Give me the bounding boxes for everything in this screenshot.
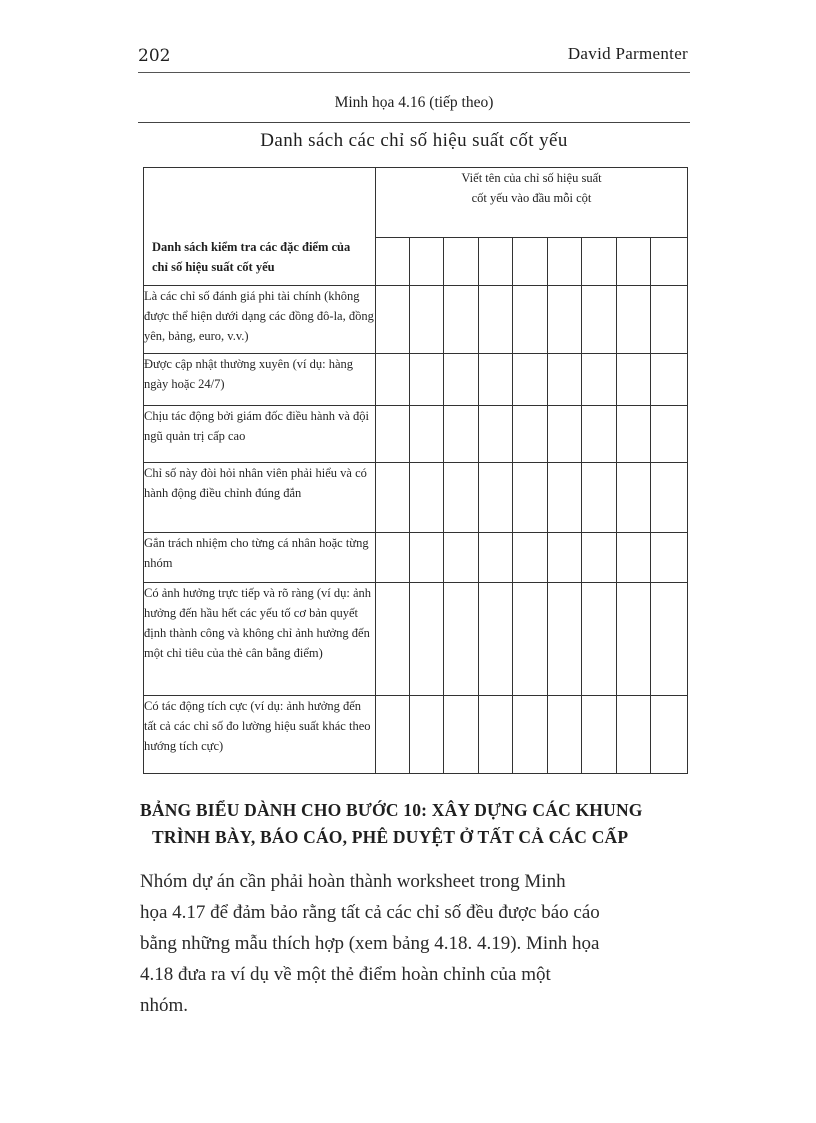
checkbox-cell[interactable] <box>479 354 513 406</box>
checkbox-cell[interactable] <box>479 463 513 533</box>
kpi-name-slot[interactable] <box>582 238 617 286</box>
header-rule <box>138 72 690 73</box>
checkbox-cell[interactable] <box>513 463 548 533</box>
kpi-name-slot[interactable] <box>376 238 410 286</box>
kpi-name-slot[interactable] <box>479 238 513 286</box>
checkbox-cell[interactable] <box>444 406 479 463</box>
criterion-cell: Là các chỉ số đánh giá phi tài chính (không được thể hiện dưới dạng các đồng đô-la, đồng yên, bảng, euro, v.v.) <box>144 286 376 354</box>
criterion-cell: Chỉ số này đòi hỏi nhân viên phải hiểu và có hành động điều chỉnh đúng đắn <box>144 463 376 533</box>
paragraph-line: 4.18 đưa ra ví dụ về một thẻ điểm hoàn chỉnh của một <box>140 964 551 985</box>
caption-rule <box>138 122 690 123</box>
checkbox-cell[interactable] <box>376 406 410 463</box>
table-row <box>144 406 688 463</box>
table-row <box>144 583 688 696</box>
checkbox-cell[interactable] <box>376 354 410 406</box>
checkbox-cell[interactable] <box>410 583 444 696</box>
section-heading-line-1: BẢNG BIỂU DÀNH CHO BƯỚC 10: XÂY DỰNG CÁC KHUNG <box>140 800 643 820</box>
checkbox-cell[interactable] <box>548 463 582 533</box>
criterion-cell: Gắn trách nhiệm cho từng cá nhân hoặc từng nhóm <box>144 533 376 583</box>
checkbox-cell[interactable] <box>513 286 548 354</box>
kpi-header-line-1: Viết tên của chỉ số hiệu suất <box>461 171 602 185</box>
paragraph-line: nhóm. <box>140 995 189 1016</box>
kpi-name-slot[interactable] <box>548 238 582 286</box>
checkbox-cell[interactable] <box>376 533 410 583</box>
checkbox-cell[interactable] <box>548 583 582 696</box>
checkbox-cell[interactable] <box>376 696 410 774</box>
checkbox-cell[interactable] <box>479 533 513 583</box>
checkbox-cell[interactable] <box>479 696 513 774</box>
section-heading <box>140 797 696 851</box>
checkbox-cell[interactable] <box>617 406 651 463</box>
checkbox-cell[interactable] <box>410 696 444 774</box>
checkbox-cell[interactable] <box>617 696 651 774</box>
checkbox-cell[interactable] <box>479 286 513 354</box>
table-header-kpi-names <box>376 168 688 238</box>
checkbox-cell[interactable] <box>513 533 548 583</box>
table-header-row <box>144 168 688 238</box>
checkbox-cell[interactable] <box>651 406 688 463</box>
body-paragraph <box>140 866 690 1021</box>
checkbox-cell[interactable] <box>444 696 479 774</box>
checkbox-cell[interactable] <box>444 463 479 533</box>
checkbox-cell[interactable] <box>617 463 651 533</box>
checkbox-cell[interactable] <box>410 286 444 354</box>
kpi-checklist-table <box>143 167 688 774</box>
kpi-name-slot[interactable] <box>617 238 651 286</box>
criteria-header-label: Danh sách kiểm tra các đặc điểm của chỉ số hiệu suất cốt yếu <box>152 240 351 274</box>
criterion-cell: Có tác động tích cực (ví dụ: ảnh hưởng đến tất cả các chỉ số đo lường hiệu suất khác theo hướng tích cực) <box>144 696 376 774</box>
checkbox-cell[interactable] <box>410 533 444 583</box>
checkbox-cell[interactable] <box>617 533 651 583</box>
checkbox-cell[interactable] <box>376 286 410 354</box>
checkbox-cell[interactable] <box>548 696 582 774</box>
checkbox-cell[interactable] <box>651 354 688 406</box>
running-header <box>138 42 688 70</box>
checkbox-cell[interactable] <box>444 354 479 406</box>
checkbox-cell[interactable] <box>582 406 617 463</box>
checkbox-cell[interactable] <box>513 406 548 463</box>
table-row <box>144 463 688 533</box>
criterion-cell: Được cập nhật thường xuyên (ví dụ: hàng ngày hoặc 24/7) <box>144 354 376 406</box>
checkbox-cell[interactable] <box>548 354 582 406</box>
table-row <box>144 354 688 406</box>
checkbox-cell[interactable] <box>410 463 444 533</box>
checkbox-cell[interactable] <box>513 354 548 406</box>
kpi-name-slot[interactable] <box>444 238 479 286</box>
checkbox-cell[interactable] <box>548 286 582 354</box>
checkbox-cell[interactable] <box>582 463 617 533</box>
checkbox-cell[interactable] <box>479 583 513 696</box>
checkbox-cell[interactable] <box>410 406 444 463</box>
checkbox-cell[interactable] <box>444 533 479 583</box>
checkbox-cell[interactable] <box>410 354 444 406</box>
checkbox-cell[interactable] <box>651 583 688 696</box>
kpi-name-slot[interactable] <box>410 238 444 286</box>
checkbox-cell[interactable] <box>582 533 617 583</box>
table-row <box>144 286 688 354</box>
figure-caption: Minh họa 4.16 (tiếp theo) <box>334 94 494 111</box>
checkbox-cell[interactable] <box>376 463 410 533</box>
checkbox-cell[interactable] <box>513 583 548 696</box>
checkbox-cell[interactable] <box>651 286 688 354</box>
kpi-name-slot[interactable] <box>513 238 548 286</box>
checkbox-cell[interactable] <box>651 463 688 533</box>
checkbox-cell[interactable] <box>617 286 651 354</box>
checkbox-cell[interactable] <box>617 354 651 406</box>
checkbox-cell[interactable] <box>548 533 582 583</box>
checkbox-cell[interactable] <box>617 583 651 696</box>
page-number: 202 <box>138 46 171 66</box>
criterion-cell: Có ảnh hưởng trực tiếp và rõ ràng (ví dụ: ảnh hưởng đến hầu hết các yếu tố cơ bản quyết định thành công và không chỉ ảnh hưởng đến một chỉ tiêu của thẻ cân bằng điểm) <box>144 583 376 696</box>
table-header-criteria <box>144 168 376 286</box>
paragraph-line: Nhóm dự án cần phải hoàn thành worksheet trong Minh <box>140 871 566 892</box>
checkbox-cell[interactable] <box>651 696 688 774</box>
kpi-name-slot[interactable] <box>651 238 688 286</box>
checkbox-cell[interactable] <box>651 533 688 583</box>
checkbox-cell[interactable] <box>444 286 479 354</box>
checkbox-cell[interactable] <box>479 406 513 463</box>
checkbox-cell[interactable] <box>582 696 617 774</box>
checkbox-cell[interactable] <box>513 696 548 774</box>
paragraph-line: họa 4.17 để đảm bảo rằng tất cả các chỉ số đều được báo cáo <box>140 902 600 923</box>
paragraph-line: bằng những mẫu thích hợp (xem bảng 4.18. 4.19). Minh họa <box>140 933 600 954</box>
criterion-cell: Chịu tác động bởi giám đốc điều hành và đội ngũ quản trị cấp cao <box>144 406 376 463</box>
table-row <box>144 696 688 774</box>
running-head-author: David Parmenter <box>567 44 688 63</box>
checkbox-cell[interactable] <box>582 286 617 354</box>
checkbox-cell[interactable] <box>582 354 617 406</box>
checkbox-cell[interactable] <box>582 583 617 696</box>
table-row <box>144 533 688 583</box>
figure-title: Danh sách các chỉ số hiệu suất cốt yếu <box>260 130 568 151</box>
checkbox-cell[interactable] <box>548 406 582 463</box>
section-heading-line-2: TRÌNH BÀY, BÁO CÁO, PHÊ DUYỆT Ở TẤT CẢ CÁC CẤP <box>152 827 629 847</box>
checkbox-cell[interactable] <box>444 583 479 696</box>
kpi-header-line-2: cốt yếu vào đầu mỗi cột <box>471 191 592 205</box>
checkbox-cell[interactable] <box>376 583 410 696</box>
